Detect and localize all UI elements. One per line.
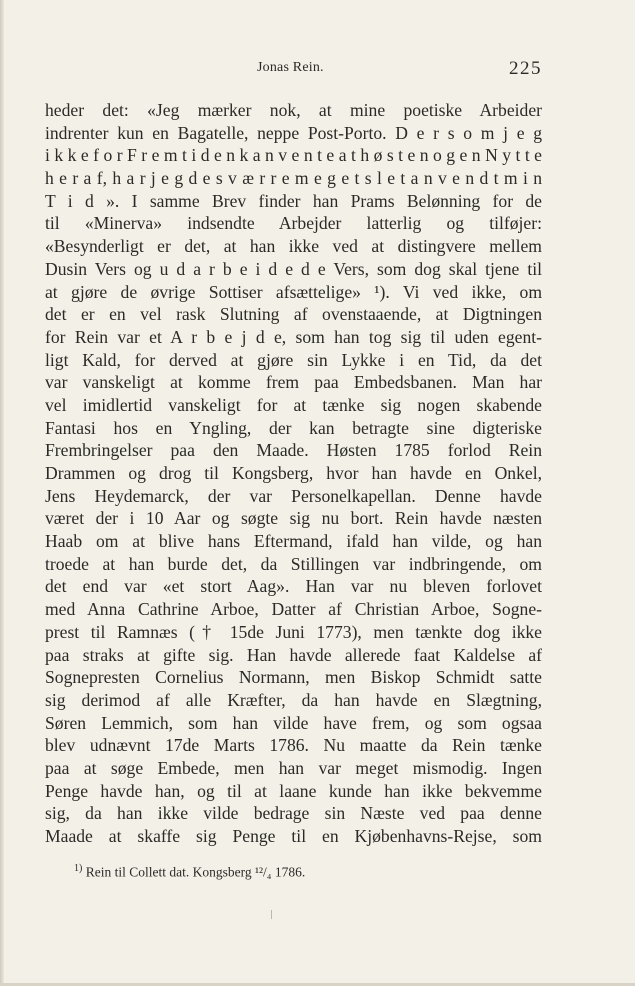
text-line: prest til Ramnæs († 15de Juni 1773), men tænkte dog ikke xyxy=(45,621,542,642)
text-line: Frembringelser paa den Maade. Høsten 1785 forlod Rein xyxy=(45,440,542,461)
text-line: ligt Kald, for derved at gjøre sin Lykke i en Tid, da det xyxy=(45,349,542,370)
text-line: h e r a f, h a r j e g d e s v æ r r e m e g e t s l e t a n v e n d t m i n xyxy=(45,168,542,189)
text-line: for Rein var et A r b e j d e, som han tog sig til uden egent- xyxy=(45,326,542,347)
print-mark xyxy=(271,910,272,919)
text-line: Søren Lemmich, som han vilde have frem, og som ogsaa xyxy=(45,712,542,733)
text-line: været der i 10 Aar og søgte sig nu bort. Rein havde næsten xyxy=(45,508,542,529)
text-line: det end var «et stort Aag». Han var nu bleven forlovet xyxy=(45,576,542,597)
text-line: Maade at skaffe sig Penge til en Kjøbenhavns-Rejse, som xyxy=(45,826,542,846)
text-line: det er en vel rask Slutning af ovenstaaende, at Digtningen xyxy=(45,304,542,325)
footnote xyxy=(74,860,514,882)
text-line: heder det: «Jeg mærker nok, at mine poetiske Arbeider xyxy=(45,100,542,120)
page-number: 225 xyxy=(509,58,542,79)
text-line: vel imidlertid vanskeligt for at tænke sig nogen skabende xyxy=(45,394,542,415)
text-line: sig, da han ikke vilde bedrage sin Næste ved paa denne xyxy=(45,803,542,824)
text-line: troede at han burde det, da Stillingen var indbringende, om xyxy=(45,553,542,574)
text-line: var vanskeligt at komme frem paa Embedsbanen. Man har xyxy=(45,372,542,393)
page-header xyxy=(0,58,635,82)
text-line: indrenter kun en Bagatelle, neppe Post-Porto. D e r s o m j e g xyxy=(45,122,542,143)
text-line: Fantasi hos en Yngling, der kan betragte sine digteriske xyxy=(45,417,542,438)
text-line: Haab om at blive hans Eftermand, ifald han vilde, og han xyxy=(45,531,542,552)
text-line: Jens Heydemarck, der var Personelkapellan. Denne havde xyxy=(45,485,542,506)
text-line: at gjøre de øvrige Sottiser afsættelige» ¹). Vi ved ikke, om xyxy=(45,281,542,302)
page-edge-left xyxy=(0,0,4,986)
footnote-text: Rein til Collett dat. Kongsberg ¹²/₄ 1786. xyxy=(85,864,306,880)
text-line: sig derimod af alle Kræfter, da han havde en Slægtning, xyxy=(45,689,542,710)
text-line: paa at søge Embede, men han var meget mismodig. Ingen xyxy=(45,757,542,778)
text-line: Penge havde han, og til at laane kunde han ikke bekvemme xyxy=(45,780,542,801)
running-head: Jonas Rein. xyxy=(257,60,324,75)
text-line: i k k e f o r F r e m t i d e n k a n v e n t e a t h ø s t e n o g e n N y t t e xyxy=(45,145,542,166)
text-line: T i d ». I samme Brev finder han Prams Belønning for de xyxy=(45,190,542,211)
text-line: «Besynderligt er det, at han ikke ved at distingvere mellem xyxy=(45,236,542,257)
text-line: paa straks at gifte sig. Han havde allerede faat Kaldelse af xyxy=(45,644,542,665)
text-line: blev udnævnt 17de Marts 1786. Nu maatte da Rein tænke xyxy=(45,735,542,756)
footnote-mark: 1) xyxy=(74,863,83,874)
text-line: Dusin Vers og u d a r b e i d e d e Vers, som dog skal tjene til xyxy=(45,258,542,279)
text-line: Drammen og drog til Kongsberg, hvor han havde en Onkel, xyxy=(45,463,542,483)
body-text xyxy=(45,99,542,848)
text-line: med Anna Cathrine Arboe, Datter af Christian Arboe, Sogne- xyxy=(45,599,542,620)
text-line: til «Minerva» indsendte Arbejder latterlig og tilføjer: xyxy=(45,213,542,234)
text-line: Sognepresten Cornelius Normann, men Biskop Schmidt satte xyxy=(45,667,542,688)
